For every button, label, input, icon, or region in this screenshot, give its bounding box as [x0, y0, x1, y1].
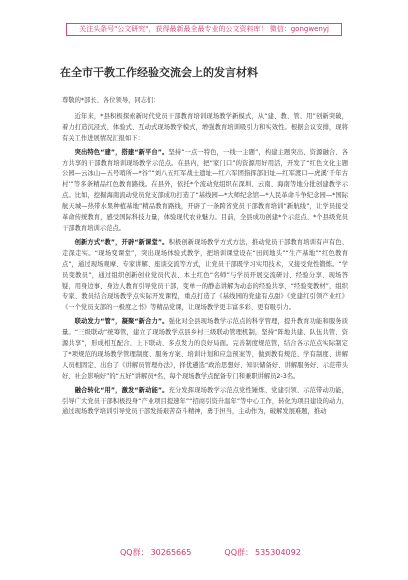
section-heading: 融合转化“用”，激发“新动能”。 [74, 386, 169, 394]
promo-banner-text: 关注头条号"公文研究"，获得最新最全最专业的公文资料库！ 微信：gongwenyj [79, 25, 329, 33]
section-heading: 创新方式“教”，开辟“新课堂”。 [74, 238, 169, 246]
section-body: 积极创新现场教学方式方法，推动党员干部教育培训有声有色、走深走实。“现场变课堂”，突出现场体验式教学，把培训课堂设在“田间地头”“生产基地”“红色教育点”，通过现场观摩、专家讲解、座谈交流等方式，让党员干部既学习实用技术，又接受党性锻炼。“学员变教员”，通过组织创新创业党员代表、本土红色“名师”与学员开展交流研讨、经验分享、现场答疑，用身边事、身边人教育引导党员干部，变单一的静态讲解为动态的经验共享、“经验变教材”，组织专家、教员结合现场教学点实际开发课程，重点打造了《基线园的党建有点甜》《党建红引领产业红》《一个党员支部的一极度之书》等精品党课，让现场教学更丰富多彩、更有吸引力。 [62, 238, 348, 312]
section-paragraph [62, 238, 348, 314]
section-body: 充分发挥现场教学示范点党性锤炼、党建引领、示范带动功能，引导广大党员干部积极投身“产业项目提速年”“招商引资升温年”等中心工作，转化为项目建设的动力，通过现场教学培训引导党员干部发扬艰苦奋斗精神，勇于担当，主动作为，破解发展难题，推动 [62, 386, 348, 416]
salutation: 尊敬的*部长、各位领导，同志们： [62, 97, 160, 104]
promo-banner [66, 23, 342, 36]
section-heading: 突出特色“建”，搭建“新平台”。 [74, 148, 169, 156]
qq-group-label: QQ群： [120, 548, 149, 557]
section-paragraph [62, 317, 348, 382]
document-title: 在全市干教工作经验交流会上的发言材料 [60, 66, 258, 79]
section-body: 强化对全县现场教学示范点的科学管理，提升教育功能和服务质量。“三级联动”统筹管，建立了现场教学点县乡村三级联动管理机制，坚持“阵地共建、队伍共管、资源共享”，形成相互配合、上下联动、多点发力的良好局面。完善制度规范管，结合各示范点实际制定了*项规范的现场教学管理制度、服务方案、培训计划和应急预案等，做到教有规范、学有制度、讲解人员相固定、出台了《讲解员管理办法》，择优遴选“政治思想好、知识储备好、讲解服务好、示范带头好、社会影响好”的“五好”讲解员*名，每个现场教学点配备专门和兼职讲解员2-3名。 [62, 318, 348, 380]
qq-group-label: QQ群： [224, 548, 253, 557]
qq-group-number: 30265665 [150, 548, 192, 557]
section-heading: 联动发力“管”，凝聚“新合力”。 [74, 318, 169, 326]
section-paragraph [62, 148, 348, 235]
footer-contact [120, 547, 301, 558]
section-body: 坚持“一点一特色，一线一主题”，构建主题突出、资源融合、各方共享的干部教育培训现场教学示范点。在县内，把“家门口”的资源用好用活，开发了“红色文化主题公园—云冰山—五号哨所—*谷”“刘八五红军战士遗址—红六军团指挥部旧址—红军渡口—虎溪‘千年古村’”等多条精品红色教育路线。在县外，依托*个流动党组织在深圳、云南、海南等地分批创建教学示点。比如，挖掘海南流动党员党支部成功打造了“基线园—*大师纪念馆—*人民革命斗争纪念园—*国际航天城—热带水果种植基地”精品教育路线，开辟了一条跨省党员干部教育培训“新航线”，让学员接受革命传统教育，感受国际科技力量，体验现代农业魅力。目前，全县成功创建*个示范点、*个县级党员干部教育培训示范点。 [62, 148, 348, 232]
intro-paragraph: 近年来，*县积极探索新时代党员干部教育培训现场教学新模式，从“建、教、管、用”创新突破，着力打造沉浸式、体验式、互动式现场教学模式，增强教育培训吸引力和实效性。根据会议安排，现将有关工作进展情况汇报如下： [62, 112, 348, 142]
qq-group-number: 535304092 [255, 548, 301, 557]
section-paragraph [62, 386, 348, 419]
document-body [62, 96, 348, 418]
